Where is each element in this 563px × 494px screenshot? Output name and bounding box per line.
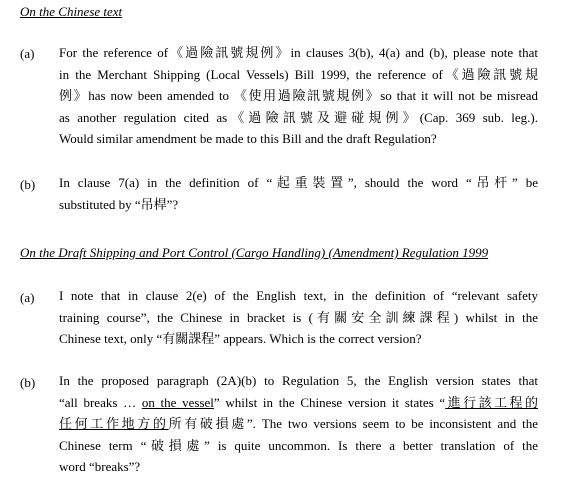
paragraph-line: Would similar amendment be made to this Bill and the draft Regulation? [59, 131, 437, 146]
section-heading-draft-regulation: On the Draft Shipping and Port Control (Cargo Handling) (Amendment) Regulation 1999 [20, 245, 489, 260]
underlined-text: on the vessel [141, 394, 214, 410]
section-heading-chinese-text: On the Chinese text [20, 4, 123, 19]
underlined-text: 進行該工程的 [445, 394, 538, 410]
paragraph-line: word “breaks”? [59, 459, 141, 474]
text-run: “all breaks … [59, 394, 142, 410]
paragraph-line: Chinese term “破損處” is quite uncommon. Is there a better translation of the [59, 437, 538, 453]
item-marker-a: (a) [20, 46, 35, 61]
text-run: ” whilst in the Chinese version it states “ [213, 394, 446, 410]
paragraph-line: 例》has now been amended to 《使用過險訊號規例》so that it will not be misread [59, 88, 538, 103]
paragraph-line: In the proposed paragraph (2A)(b) to Regulation 5, the English version states that [59, 373, 538, 388]
paragraph-line: as another regulation cited as《過險訊號及避碰規例》(Cap. 369 sub. leg.). [59, 109, 538, 125]
paragraph-line: in the Merchant Shipping (Local Vessels) Bill 1999, the reference of《過險訊號規 [59, 66, 538, 82]
paragraph-line: I note that in clause 2(e) of the English text, in the definition of “relevant safety [59, 288, 538, 303]
item-marker-b: (b) [20, 375, 36, 390]
paragraph-line: Chinese text, only “有關課程” appears. Which is the correct version? [59, 331, 422, 346]
underlined-text: 任何工作地方的 [59, 416, 169, 431]
paragraph-line: In clause 7(a) in the definition of “起重裝置”, should the word “吊杆” be [59, 175, 538, 190]
paragraph-line [59, 392, 538, 414]
paragraph-line: training course”, the Chinese in bracket is (有關安全訓練課程) whilst in the [59, 309, 538, 325]
paragraph-line [59, 413, 538, 435]
paragraph-chinese-a [59, 42, 538, 150]
paragraph-line: For the reference of《過險訊號規例》in clauses 3(b), 4(a) and (b), please note that [59, 45, 538, 60]
paragraph-line: substituted by “吊桿”? [59, 196, 179, 212]
item-marker-a: (a) [20, 290, 35, 305]
paragraph-chinese-b [59, 172, 538, 215]
paragraph-draft-b [59, 370, 538, 478]
paragraph-draft-a [59, 285, 538, 350]
item-marker-b: (b) [20, 177, 36, 192]
text-run: 所有破損處”. The two versions seem to be inconsistent and the [168, 416, 538, 431]
